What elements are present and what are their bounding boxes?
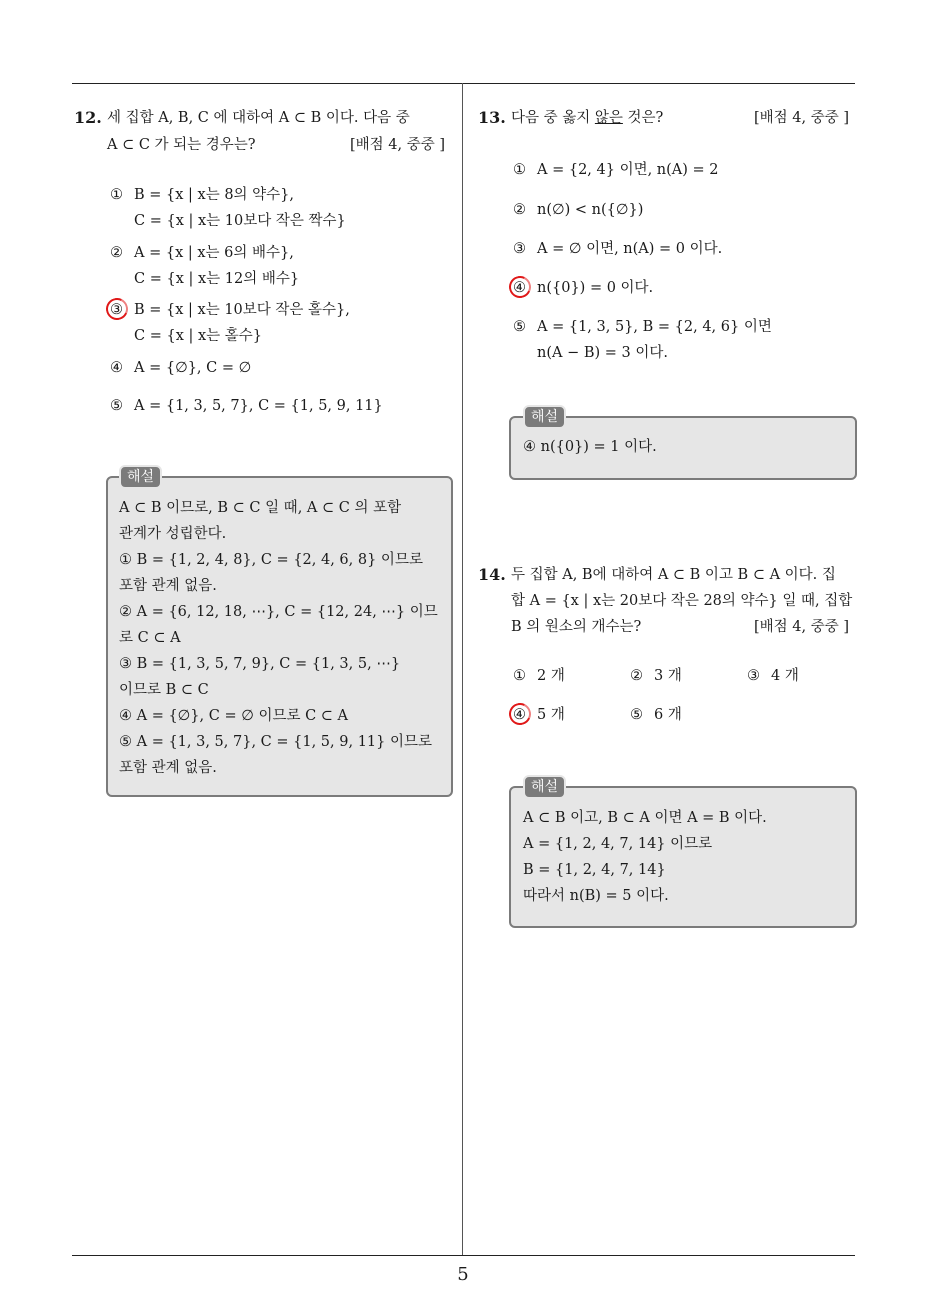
choice-mark: ①	[110, 187, 123, 203]
solution-line: 관계가 성립한다.	[119, 526, 227, 542]
choice-text: 4 개	[771, 668, 799, 684]
choice-text: A = ∅ 이면, n(A) = 0 이다.	[537, 241, 723, 257]
question-number: 13.	[478, 108, 506, 127]
solution-line: ③ B = {1, 3, 5, 7, 9}, C = {1, 3, 5, ⋯}	[119, 656, 401, 672]
page-number: 5	[457, 1264, 469, 1285]
choice-mark: ⑤	[110, 398, 123, 414]
choice-mark: ③	[513, 241, 526, 257]
solution-line: A ⊂ B 이고, B ⊂ A 이면 A = B 이다.	[523, 810, 767, 826]
choice-text: n(∅) < n({∅})	[537, 202, 644, 218]
solution-tag: 해설	[119, 465, 162, 489]
question-text	[511, 108, 663, 128]
choice-text-line-2: C = {x | x는 홀수}	[134, 328, 263, 344]
score-label: [배점 4, 중중 ]	[350, 137, 446, 153]
solution-tag: 해설	[523, 405, 566, 429]
choice-text: B = {x | x는 8의 약수},	[134, 187, 295, 203]
choice-mark: ⑤	[630, 707, 643, 723]
choice-text: 3 개	[654, 668, 682, 684]
solution-line: ① B = {1, 2, 4, 8}, C = {2, 4, 6, 8} 이므로	[119, 552, 423, 568]
choice-mark: ①	[513, 668, 526, 684]
answer-circle-mark	[506, 700, 534, 728]
answer-circle-mark	[103, 295, 131, 323]
solution-line: 이므로 B ⊂ C	[119, 682, 209, 698]
choice-text: 2 개	[537, 668, 565, 684]
choice-text: A = {2, 4} 이면, n(A) = 2	[537, 162, 719, 178]
question-text-part: 것은?	[622, 110, 664, 126]
choice-mark: ④	[110, 360, 123, 376]
choice-text-line-2: C = {x | x는 12의 배수}	[134, 271, 300, 287]
solution-line: 포함 관계 없음.	[119, 760, 217, 776]
question-number: 14.	[478, 565, 506, 584]
answer-circle-mark	[506, 273, 534, 301]
score-label: [배점 4, 중중 ]	[754, 110, 850, 126]
question-text-line-1: 세 집합 A, B, C 에 대하여 A ⊂ B 이다. 다음 중	[107, 110, 410, 126]
solution-line: ④ A = {∅}, C = ∅ 이므로 C ⊂ A	[119, 708, 349, 724]
solution-line: A ⊂ B 이므로, B ⊂ C 일 때, A ⊂ C 의 포함	[119, 500, 402, 516]
choice-text-line-2: C = {x | x는 10보다 작은 짝수}	[134, 213, 346, 229]
bottom-rule	[72, 1255, 855, 1256]
solution-line: ② A = {6, 12, 18, ⋯}, C = {12, 24, ⋯} 이므	[119, 604, 438, 620]
top-rule	[72, 83, 855, 84]
choice-mark: ④	[513, 280, 526, 296]
solution-line: ④ n({0}) = 1 이다.	[523, 439, 657, 455]
question-text-line-3: B 의 원소의 개수는?	[511, 619, 642, 635]
choice-text: 5 개	[537, 707, 565, 723]
score-label: [배점 4, 중중 ]	[754, 619, 850, 635]
choice-text: 6 개	[654, 707, 682, 723]
question-number: 12.	[74, 108, 102, 127]
solution-line: B = {1, 2, 4, 7, 14}	[523, 862, 666, 878]
column-divider	[462, 83, 463, 1255]
solution-line: ⑤ A = {1, 3, 5, 7}, C = {1, 5, 9, 11} 이므로	[119, 734, 432, 750]
choice-text: A = {x | x는 6의 배수},	[134, 245, 294, 261]
solution-line: A = {1, 2, 4, 7, 14} 이므로	[523, 836, 713, 852]
solution-tag: 해설	[523, 775, 566, 799]
choice-mark: ②	[513, 202, 526, 218]
choice-mark: ④	[513, 707, 526, 723]
question-text-part: 다음 중 옳지	[511, 110, 595, 126]
choice-mark: ③	[747, 668, 760, 684]
solution-line: 포함 관계 없음.	[119, 578, 217, 594]
choice-mark: ①	[513, 162, 526, 178]
solution-line: 따라서 n(B) = 5 이다.	[523, 888, 669, 904]
choice-mark: ③	[110, 302, 123, 318]
choice-text: A = {∅}, C = ∅	[134, 360, 252, 376]
choice-mark: ⑤	[513, 319, 526, 335]
choice-text: B = {x | x는 10보다 작은 홀수},	[134, 302, 350, 318]
choice-mark: ②	[630, 668, 643, 684]
question-text-line-1: 두 집합 A, B에 대하여 A ⊂ B 이고 B ⊂ A 이다. 집	[511, 567, 836, 583]
question-text-line-2: 합 A = {x | x는 20보다 작은 28의 약수} 일 때, 집합	[511, 593, 853, 609]
choice-text: n({0}) = 0 이다.	[537, 280, 654, 296]
question-text-line-2: A ⊂ C 가 되는 경우는?	[107, 137, 256, 153]
solution-line: 로 C ⊂ A	[119, 630, 181, 646]
choice-text: A = {1, 3, 5, 7}, C = {1, 5, 9, 11}	[134, 398, 383, 414]
choice-text-line-2: n(A − B) = 3 이다.	[537, 345, 668, 361]
choice-mark: ②	[110, 245, 123, 261]
choice-text: A = {1, 3, 5}, B = {2, 4, 6} 이면	[537, 319, 772, 335]
question-text-emphasis: 않은	[594, 110, 623, 126]
